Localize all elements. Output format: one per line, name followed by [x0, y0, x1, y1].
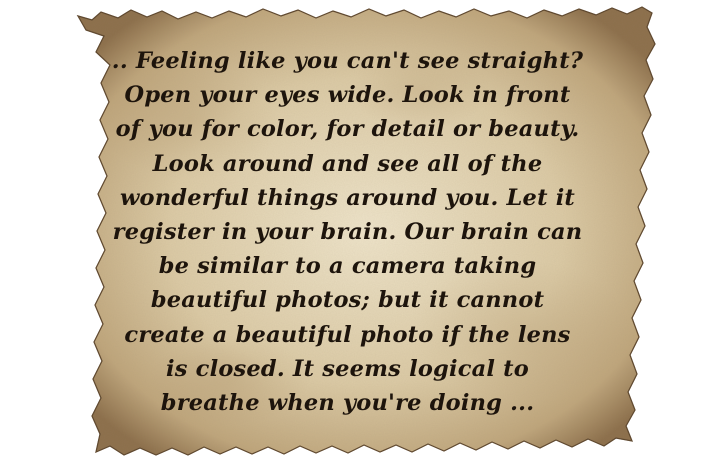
- quote-line: breathe when you're doing ...: [160, 390, 535, 417]
- quote-text: [95, 44, 600, 420]
- quote-line: is closed. It seems logical to: [166, 355, 529, 382]
- quote-line: be similar to a camera taking: [158, 253, 537, 280]
- quote-line: wonderful things around you. Let it: [119, 184, 576, 211]
- quote-line: Look around and see all of the: [152, 150, 543, 177]
- quote-line: register in your brain. Our brain can: [112, 219, 583, 246]
- quote-line: of you for color, for detail or beauty.: [115, 116, 580, 143]
- quote-line: beautiful photos; but it cannot: [150, 287, 545, 314]
- quote-line: Open your eyes wide. Look in front: [124, 82, 571, 109]
- quote-line: .. Feeling like you can't see straight?: [111, 48, 584, 74]
- quote-line: create a beautiful photo if the lens: [124, 321, 571, 348]
